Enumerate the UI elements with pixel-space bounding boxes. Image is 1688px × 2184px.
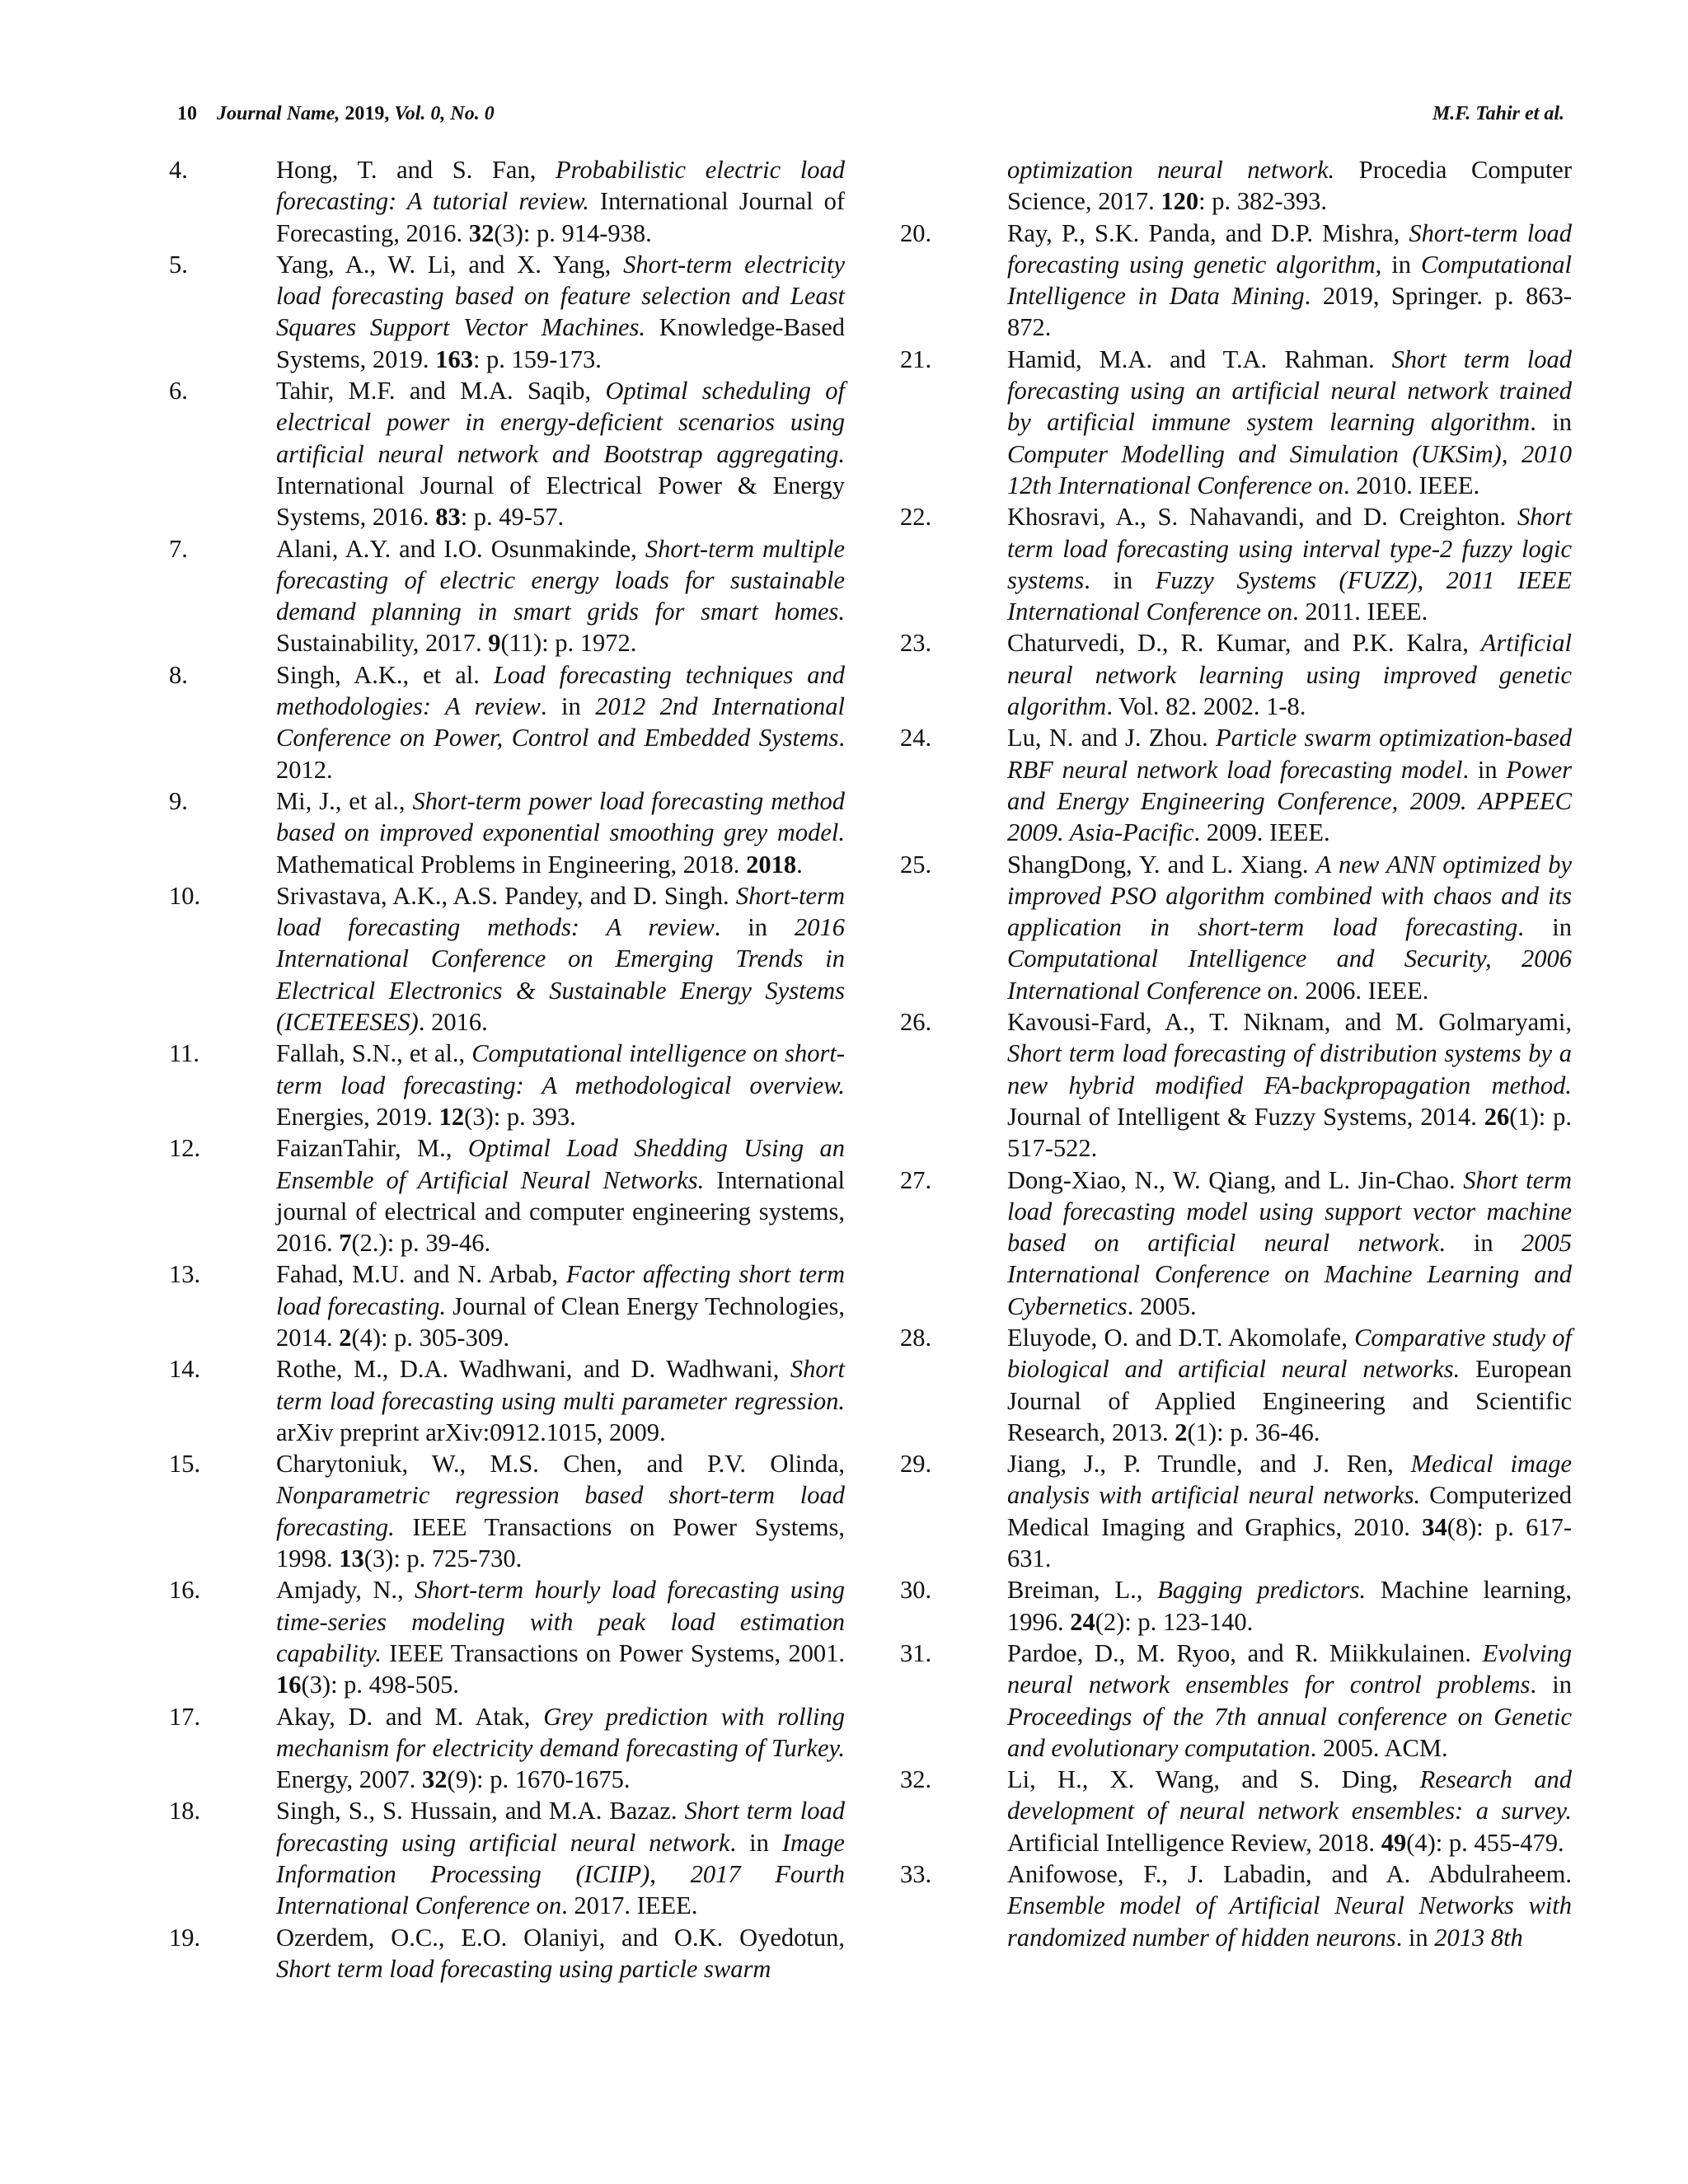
reference-text — [1007, 1450, 1572, 1572]
reference-text-segment: ShangDong, Y. and L. Xiang. — [1007, 850, 1316, 879]
reference-volume-bold: 34 — [1422, 1512, 1447, 1541]
reference-text — [276, 1039, 845, 1131]
reference-entry — [169, 880, 845, 1038]
reference-entry — [169, 1795, 845, 1921]
reference-number: 18. — [169, 1797, 201, 1825]
reference-text — [1007, 503, 1572, 626]
reference-text-segment: (1): p. 36-46. — [1187, 1418, 1320, 1446]
reference-number: 9. — [169, 786, 188, 815]
reference-entry — [169, 659, 845, 785]
reference-text-segment: . in — [1084, 565, 1156, 594]
reference-title-italic: Optimal scheduling of electrical power in energy-deficient scenarios using artificial neural network and Bootstrap aggregating. — [276, 377, 845, 468]
reference-text — [1007, 629, 1572, 720]
reference-text-segment: Mi, J., et al., — [276, 786, 413, 815]
reference-number: 33. — [900, 1860, 932, 1889]
reference-text — [276, 661, 845, 784]
reference-text-segment: . 2017. IEEE. — [561, 1891, 698, 1920]
reference-text-segment: Fallah, S.N., et al., — [276, 1039, 472, 1068]
reference-volume-bold: 49 — [1381, 1828, 1407, 1857]
reference-text — [276, 1576, 845, 1699]
reference-number: 23. — [900, 629, 932, 658]
reference-title-italic: Computer Modelling and Simulation (UKSim), 2010 12th International Conference on — [1007, 439, 1572, 499]
reference-entry — [900, 501, 1572, 627]
reference-number: 14. — [169, 1355, 201, 1384]
reference-entry — [900, 1764, 1572, 1858]
reference-number: 25. — [900, 850, 932, 879]
reference-text-segment: Charytoniuk, W., M.S. Chen, and P.V. Olinda, — [276, 1450, 845, 1479]
reference-entry — [900, 627, 1572, 722]
reference-title-italic: Short term load forecasting using artificial neural network — [276, 1797, 845, 1857]
reference-text-segment: Ray, P., S.K. Panda, and D.P. Mishra, — [1007, 218, 1409, 247]
reference-title-italic: Nonparametric regression based short-term load forecasting. — [276, 1481, 845, 1541]
reference-text-segment: Machine learning, 1996. — [1007, 1576, 1573, 1636]
reference-text-segment: . 2011. IEEE. — [1292, 598, 1428, 626]
reference-text-segment: European Journal of Applied Engineering and Scientific Research, 2013. — [1007, 1355, 1572, 1446]
reference-text-segment: FaizanTahir, M., — [276, 1134, 468, 1163]
reference-number: 17. — [169, 1702, 201, 1731]
reference-text-segment: Eluyode, O. and D.T. Akomolafe, — [1007, 1323, 1355, 1352]
reference-text — [276, 882, 845, 1036]
reference-title-italic: Short term load forecasting using interval type-2 fuzzy logic systems — [1007, 503, 1572, 594]
reference-entry — [900, 344, 1572, 501]
reference-text-segment: . Vol. 82. 2002. 1-8. — [1106, 692, 1306, 721]
reference-text — [1007, 724, 1572, 846]
reference-title-italic: 2005 International Conference on Machine Learning and Cybernetics — [1007, 1229, 1572, 1320]
reference-number: 28. — [900, 1323, 932, 1352]
reference-entry — [169, 785, 845, 880]
reference-volume-bold: 120 — [1160, 187, 1199, 216]
reference-volume-bold: 163 — [435, 344, 473, 373]
reference-entry — [169, 1701, 845, 1796]
reference-entry — [900, 1448, 1572, 1574]
reference-text-segment: Journal of Clean Energy Technologies, 2014. — [276, 1291, 845, 1352]
reference-entry — [900, 1322, 1572, 1448]
reference-text — [1007, 1166, 1572, 1320]
reference-text-segment: Energies, 2019. — [276, 1102, 439, 1131]
reference-text-segment: . — [796, 850, 803, 879]
reference-title-italic: Computational Intelligence and Security, 2006 International Conference on — [1007, 944, 1572, 1005]
reference-text-segment: (4): p. 305-309. — [351, 1323, 509, 1352]
reference-text — [1007, 851, 1572, 1005]
reference-text-segment: Artificial Intelligence Review, 2018. — [1007, 1828, 1381, 1857]
reference-entry — [900, 849, 1572, 1006]
reference-number: 10. — [169, 881, 201, 910]
page-number: 10 — [177, 102, 197, 124]
reference-entry — [900, 218, 1572, 344]
reference-text-segment: International Journal of Electrical Power & Energy Systems, 2016. — [276, 471, 845, 532]
reference-entry — [169, 1922, 845, 1985]
reference-volume-bold: 12 — [438, 1102, 465, 1131]
reference-title-italic: Short-term electricity load forecasting based on feature selection and Least Squares Support Vector Machines. — [276, 250, 845, 342]
reference-text-segment: (3): p. 393. — [464, 1102, 576, 1131]
reference-title-italic: Short-term load forecasting using genetic algorithm — [1007, 218, 1572, 279]
reference-entry — [900, 154, 1572, 218]
reference-text — [1007, 345, 1572, 499]
reference-number: 20. — [900, 218, 932, 247]
reference-text-segment: . in — [714, 913, 795, 942]
reference-text — [276, 1355, 845, 1446]
reference-number: 13. — [169, 1260, 201, 1289]
journal-citation — [177, 103, 495, 125]
reference-entry — [900, 722, 1572, 848]
reference-title-italic: Short-term power load forecasting method based on improved exponential smoothing grey model. — [276, 786, 845, 847]
reference-volume-bold: 2018 — [746, 850, 797, 879]
reference-text — [1007, 1324, 1572, 1446]
reference-text-segment: Lu, N. and J. Zhou. — [1007, 724, 1217, 752]
reference-volume-bold: 26 — [1484, 1102, 1510, 1131]
references-column-right — [900, 154, 1572, 1953]
reference-number: 19. — [169, 1923, 201, 1952]
reference-text-segment: Anifowose, F., J. Labadin, and A. Abdulraheem. — [1007, 1860, 1572, 1889]
reference-text-segment: Srivastava, A.K., A.S. Pandey, and D. Singh. — [276, 881, 736, 910]
reference-title-italic: Optimal Load Shedding Using an Ensemble of Artificial Neural Networks. — [276, 1134, 845, 1194]
reference-entry — [169, 1448, 845, 1574]
reference-number: 27. — [900, 1165, 932, 1194]
reference-title-italic: 2013 8th — [1434, 1923, 1523, 1952]
reference-text — [1007, 156, 1572, 215]
reference-number: 7. — [169, 534, 188, 563]
journal-volume: Vol. 0, No. 0 — [394, 102, 495, 124]
reference-text-segment: Kavousi-Fard, A., T. Niknam, and M. Golmaryami, — [1007, 1008, 1572, 1037]
reference-title-italic: 2016 International Conference on Emerging Trends in Electrical Electronics & Sustainable Energy Systems (ICETEESES) — [276, 913, 845, 1037]
reference-text-segment: Jiang, J., P. Trundle, and J. Ren, — [1007, 1450, 1411, 1479]
reference-text — [276, 1134, 845, 1257]
reference-number: 22. — [900, 503, 932, 532]
reference-entry — [169, 1038, 845, 1132]
reference-text-segment: Fahad, M.U. and N. Arbab, — [276, 1260, 566, 1289]
reference-text-segment: Journal of Intelligent & Fuzzy Systems, 2014. — [1007, 1102, 1484, 1131]
reference-number: 31. — [900, 1638, 932, 1667]
reference-text-segment: (4): p. 455-479. — [1406, 1828, 1564, 1857]
reference-text-segment: . in — [1462, 755, 1507, 784]
reference-number: 29. — [900, 1450, 932, 1479]
reference-title-italic: 2012 2nd International Conference on Power, Control and Embedded Systems — [276, 692, 845, 752]
reference-entry — [169, 154, 845, 249]
reference-number: 5. — [169, 250, 188, 279]
journal-year: 2019, — [345, 102, 390, 124]
reference-number: 11. — [169, 1039, 199, 1068]
reference-text-segment: Yang, A., W. Li, and X. Yang, — [276, 250, 624, 279]
reference-text-segment: . 2010. IEEE. — [1343, 471, 1480, 499]
reference-text — [276, 535, 845, 658]
running-authors: M.F. Tahir et al. — [1432, 102, 1564, 124]
reference-text — [1007, 1765, 1572, 1857]
reference-number: 32. — [900, 1765, 932, 1794]
reference-entry — [900, 1638, 1572, 1764]
reference-text-segment: (8): p. 617-631. — [1007, 1512, 1572, 1573]
reference-text-segment: Pardoe, D., M. Ryoo, and R. Miikkulainen. — [1007, 1638, 1483, 1667]
reference-text — [276, 787, 845, 879]
reference-volume-bold: 32 — [422, 1765, 448, 1794]
reference-title-italic: Short term load forecasting of distribution systems by a new hybrid modified FA-backpropagation method. — [1007, 1039, 1572, 1099]
reference-volume-bold: 24 — [1070, 1607, 1095, 1636]
reference-volume-bold: 83 — [435, 503, 461, 532]
reference-text — [276, 251, 845, 373]
reference-entry — [900, 1858, 1572, 1953]
reference-text-segment: Mathematical Problems in Engineering, 2018. — [276, 850, 747, 879]
reference-entry — [169, 1353, 845, 1448]
reference-text-segment: (3): p. 725-730. — [363, 1544, 523, 1573]
reference-text-segment: Li, H., X. Wang, and S. Ding, — [1007, 1765, 1420, 1794]
reference-title-italic: Fuzzy Systems (FUZZ), 2011 IEEE International Conference on — [1007, 565, 1572, 626]
reference-title-italic: Computational Intelligence in Data Mining — [1007, 250, 1572, 311]
reference-entry — [169, 249, 845, 375]
reference-text-segment: . in — [1517, 913, 1572, 942]
reference-number: 30. — [900, 1576, 932, 1605]
reference-title-italic: Artificial neural network learning using improved genetic algorithm — [1007, 629, 1572, 721]
reference-title-italic: optimization neural network. — [1007, 156, 1335, 184]
reference-text — [1007, 1860, 1572, 1952]
reference-text-segment: , in — [1375, 250, 1421, 279]
reference-volume-bold: 2 — [339, 1323, 352, 1352]
reference-number: 12. — [169, 1134, 201, 1163]
reference-text-segment: Knowledge-Based Systems, 2019. — [276, 313, 846, 373]
reference-text-segment: Energy, 2007. — [276, 1765, 423, 1794]
reference-text-segment: Khosravi, A., S. Nahavandi, and D. Creighton. — [1007, 503, 1517, 532]
reference-entry — [169, 533, 845, 659]
reference-text — [276, 1797, 845, 1919]
reference-text-segment: Breiman, L., — [1007, 1576, 1158, 1605]
reference-text-segment: . in — [1395, 1923, 1435, 1952]
reference-text-segment: (3): p. 498-505. — [301, 1671, 459, 1699]
reference-text-segment: Ozerdem, O.C., E.O. Olaniyi, and O.K. Oyedotun, — [276, 1923, 845, 1952]
reference-title-italic: Proceedings of the 7th annual conference on Genetic and evolutionary computation — [1007, 1702, 1572, 1762]
reference-text-segment: . 2005. ACM. — [1310, 1733, 1448, 1762]
references-column-left — [169, 154, 845, 1985]
reference-text-segment: Computerized Medical Imaging and Graphics, 2010. — [1007, 1481, 1572, 1541]
reference-text-segment: (11): p. 1972. — [500, 629, 637, 658]
reference-title-italic: Short term load forecasting using multi parameter regression. — [276, 1355, 845, 1415]
reference-text-segment: Hamid, M.A. and T.A. Rahman. — [1007, 344, 1392, 373]
reference-entry — [169, 1574, 845, 1700]
reference-text-segment: International Journal of Forecasting, 2016. — [276, 187, 845, 247]
reference-number: 21. — [900, 344, 932, 373]
reference-text-segment: International journal of electrical and computer engineering systems, 2016. — [276, 1165, 845, 1258]
reference-text-segment: Singh, A.K., et al. — [276, 660, 494, 689]
reference-title-italic: Short-term multiple forecasting of electric energy loads for sustainable demand planning in smart grids for smart homes. — [276, 534, 845, 626]
reference-text — [1007, 1008, 1572, 1162]
reference-title-italic: Short-term load forecasting methods: A review — [276, 881, 845, 942]
reference-title-italic: Research and development of neural network ensembles: a survey. — [1007, 1765, 1572, 1825]
reference-title-italic: Short term load forecasting using particle swarm — [276, 1954, 771, 1983]
reference-volume-bold: 13 — [339, 1544, 364, 1573]
reference-title-italic: Probabilistic electric load forecasting: A tutorial review. — [276, 156, 846, 216]
reference-number: 6. — [169, 377, 188, 405]
reference-text-segment: Singh, S., S. Hussain, and M.A. Bazaz. — [276, 1797, 685, 1825]
reference-title-italic: Short term load forecasting model using support vector machine based on artificial neural network — [1007, 1165, 1572, 1258]
reference-title-italic: Short-term hourly load forecasting using time-series modeling with peak load estimation capability. — [276, 1576, 845, 1667]
reference-text-segment: arXiv preprint arXiv:0912.1015, 2009. — [276, 1418, 666, 1446]
reference-text-segment: Rothe, M., D.A. Wadhwani, and D. Wadhwani, — [276, 1355, 790, 1384]
reference-text-segment: : p. 159-173. — [472, 344, 602, 373]
reference-text-segment: . 2016. — [418, 1008, 488, 1037]
reference-title-italic: Ensemble model of Artificial Neural Networks with randomized number of hidden neurons — [1007, 1891, 1572, 1952]
reference-text-segment: Chaturvedi, D., R. Kumar, and P.K. Kalra, — [1007, 629, 1481, 658]
reference-entry — [900, 1165, 1572, 1322]
reference-title-italic: Factor affecting short term load forecasting. — [276, 1260, 845, 1320]
reference-text-segment: : p. 382-393. — [1198, 187, 1327, 216]
reference-title-italic: Bagging predictors. — [1157, 1576, 1367, 1605]
reference-volume-bold: 16 — [276, 1671, 302, 1699]
reference-text-segment: (1): p. 517-522. — [1007, 1102, 1572, 1163]
reference-number: 8. — [169, 660, 188, 689]
reference-volume-bold: 9 — [488, 629, 501, 658]
reference-text — [276, 156, 845, 247]
reference-text — [276, 1260, 845, 1352]
reference-text-segment: Amjady, N., — [276, 1576, 415, 1605]
reference-text-segment: : p. 49-57. — [460, 503, 565, 532]
reference-number: 16. — [169, 1576, 201, 1605]
reference-text-segment: Hong, T. and S. Fan, — [276, 156, 556, 184]
reference-title-italic: Image Information Processing (ICIIP), 2017 Fourth International Conference on — [276, 1828, 845, 1920]
reference-text-segment: Alani, A.Y. and I.O. Osunmakinde, — [276, 534, 645, 563]
journal-name: Journal Name, — [217, 102, 340, 124]
reference-text-segment: IEEE Transactions on Power Systems, 1998. — [276, 1512, 845, 1573]
reference-title-italic: Short term load forecasting using an artificial neural network trained by artificial immune system learning algorithm — [1007, 344, 1572, 437]
reference-title-italic: A new ANN optimized by improved PSO algorithm combined with chaos and its application in short-term load forecasting — [1007, 850, 1572, 942]
reference-volume-bold: 32 — [468, 218, 495, 247]
reference-title-italic: Medical image analysis with artificial neural networks. — [1007, 1450, 1572, 1510]
reference-entry — [169, 375, 845, 532]
reference-volume-bold: 2 — [1175, 1418, 1188, 1446]
reference-entry — [169, 1258, 845, 1353]
reference-text-segment: . in — [1530, 1671, 1572, 1699]
reference-number: 26. — [900, 1008, 932, 1037]
reference-title-italic: Comparative study of biological and artificial neural networks. — [1007, 1323, 1572, 1384]
reference-text-segment: (9): p. 1670-1675. — [447, 1765, 631, 1794]
reference-text-segment: Dong-Xiao, N., W. Qiang, and L. Jin-Chao. — [1007, 1165, 1464, 1194]
reference-entry — [900, 1574, 1572, 1638]
reference-number: 4. — [169, 156, 188, 184]
reference-text-segment: . in — [1438, 1229, 1522, 1258]
running-header — [177, 99, 1564, 129]
reference-title-italic: Particle swarm optimization-based RBF neural network load forecasting model — [1007, 724, 1572, 784]
reference-text — [276, 1450, 845, 1572]
reference-text-segment: . in — [540, 692, 596, 721]
reference-number: 24. — [900, 724, 932, 752]
reference-title-italic: Grey prediction with rolling mechanism for electricity demand forecasting of Turkey. — [276, 1702, 845, 1762]
reference-title-italic: Power and Energy Engineering Conference, 2009. APPEEC 2009. Asia-Pacific — [1007, 755, 1572, 847]
reference-text-segment: Akay, D. and M. Atak, — [276, 1702, 544, 1731]
reference-text-segment: . 2009. IEEE. — [1193, 818, 1330, 847]
reference-text-segment: Tahir, M.F. and M.A. Saqib, — [276, 377, 606, 405]
reference-title-italic: Evolving neural network ensembles for control problems — [1007, 1638, 1572, 1699]
reference-text — [1007, 219, 1572, 342]
reference-title-italic: Computational intelligence on short-term load forecasting: A methodological overview. — [276, 1039, 846, 1099]
reference-text-segment: . 2005. — [1127, 1291, 1197, 1320]
reference-text-segment: (2): p. 123-140. — [1095, 1607, 1254, 1636]
reference-title-italic: Load forecasting techniques and methodologies: A review — [276, 660, 845, 721]
reference-volume-bold: 7 — [339, 1229, 352, 1258]
reference-text — [276, 1703, 845, 1794]
reference-text-segment: . 2019, Springer. p. 863-872. — [1007, 282, 1573, 342]
reference-text — [276, 1924, 845, 1983]
reference-entry — [169, 1132, 845, 1258]
reference-text-segment: . 2006. IEEE. — [1292, 976, 1429, 1005]
reference-text-segment: . in — [1530, 408, 1572, 437]
reference-text-segment: (2.): p. 39-46. — [351, 1229, 491, 1258]
reference-text-segment: . in — [729, 1828, 782, 1857]
reference-text — [276, 377, 845, 531]
reference-text-segment: Sustainability, 2017. — [276, 629, 489, 658]
reference-number: 15. — [169, 1450, 201, 1479]
reference-entry — [900, 1006, 1572, 1164]
reference-text — [1007, 1576, 1572, 1635]
reference-text — [1007, 1639, 1572, 1762]
reference-text-segment: (3): p. 914-938. — [494, 218, 652, 247]
reference-text-segment: Procedia Computer Science, 2017. — [1007, 156, 1572, 216]
reference-text-segment: . 2012. — [276, 724, 845, 784]
reference-text-segment: IEEE Transactions on Power Systems, 2001. — [381, 1638, 845, 1667]
